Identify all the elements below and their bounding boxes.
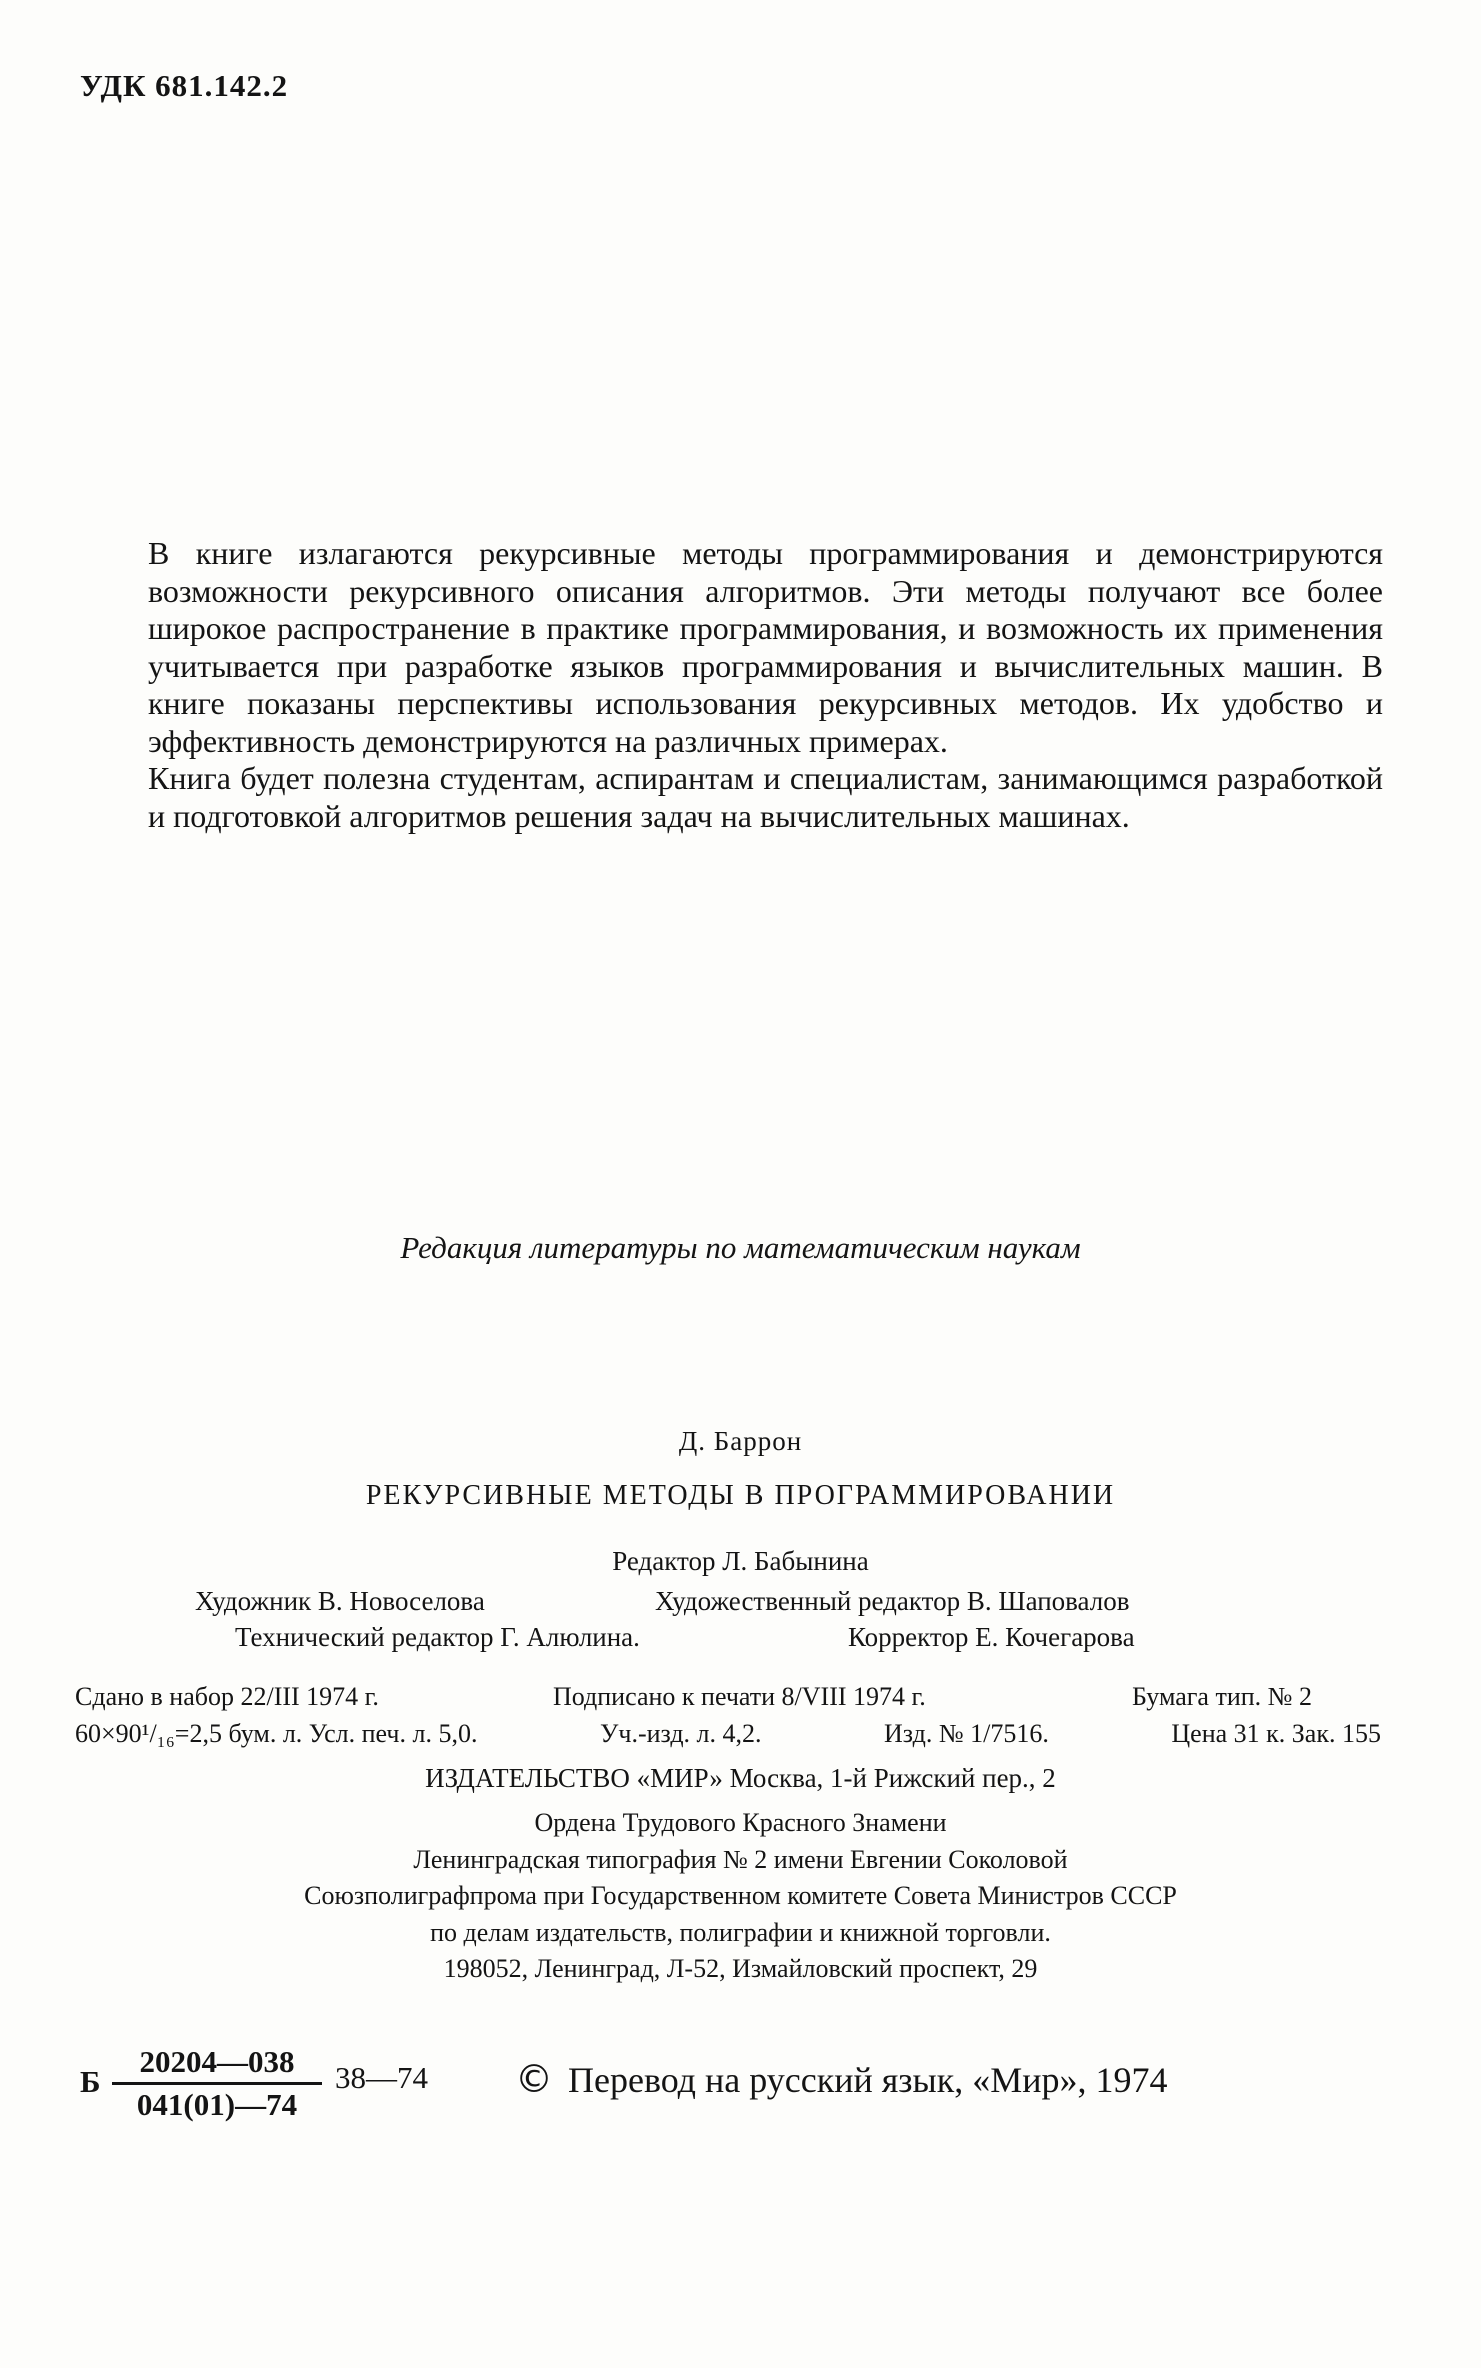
abstract-paragraph: В книге излагаются рекурсивные методы программирования и демонстрируются возможности рекурсивного описания алгоритмов. Эти методы получают все более широкое распространение в практике программирования, и возможность их применения учитывается при разработке языков программирования и вычислительных машин. В книге показаны перспективы использования рекурсивных методов. Их удобство и эффективность демонстрируются на различных примерах. [148, 535, 1383, 759]
credit-tech-editor: Технический редактор Г. Алюлина. [235, 1622, 640, 1652]
book-title: РЕКУРСИВНЫЕ МЕТОДЫ В ПРОГРАММИРОВАНИИ [365, 1480, 1116, 1511]
submitted-date: Сдано в набор 22/III 1974 г. [75, 1682, 379, 1711]
edition-note: Редакция литературы по математическим наукам [400, 1230, 1081, 1265]
publisher-sheets: Уч.-изд. л. 4,2. [599, 1719, 762, 1748]
publisher-line: ИЗДАТЕЛЬСТВО «МИР» Москва, 1-й Рижский пер., 2 [425, 1763, 1056, 1793]
credit-proofreader: Корректор Е. Кочегарова [848, 1622, 1135, 1652]
book-author: Д. Баррон [678, 1426, 803, 1456]
udk-code: УДК 681.142.2 [80, 68, 289, 103]
print-specs [75, 1719, 1381, 1749]
copyright-icon: © [515, 2057, 553, 2101]
signed-date: Подписано к печати 8/VIII 1974 г. [553, 1682, 926, 1711]
bib-letter: Б [80, 2064, 101, 2099]
printer-line: Ленинградская типография № 2 имени Евгении Соколовой [413, 1844, 1068, 1874]
print-format: 60×90¹/₁₆=2,5 бум. л. Усл. печ. л. 5,0. [75, 1719, 478, 1748]
printer-line: Ордена Трудового Красного Знамени [534, 1808, 947, 1837]
printer-line: Союзполиграфпрома при Государственном комитете Совета Министров СССР [304, 1881, 1177, 1910]
credit-editor: Редактор Л. Бабынина [612, 1546, 869, 1576]
printer-line: по делам издательств, полиграфии и книжной торговли. [430, 1917, 1051, 1947]
fraction-bar [112, 2082, 322, 2085]
credit-art-editor: Художественный редактор В. Шаповалов [655, 1586, 1130, 1616]
bib-denominator: 041(01)—74 [136, 2087, 298, 2122]
bib-fraction [112, 2044, 322, 2123]
printer-info [0, 1805, 1481, 1988]
price-order: Цена 31 к. Зак. 155 [1171, 1719, 1381, 1748]
bib-code: 38—74 [335, 2060, 428, 2095]
paper-type: Бумага тип. № 2 [1132, 1682, 1312, 1711]
credit-artist: Художник В. Новоселова [195, 1586, 485, 1616]
copyright-text: Перевод на русский язык, «Мир», 1974 [568, 2060, 1168, 2100]
copyright-line [515, 2057, 1167, 2101]
bib-numerator: 20204—038 [139, 2044, 295, 2079]
abstract-paragraph: Книга будет полезна студентам, аспирантам и специалистам, занимающимся разработкой и подготовкой алгоритмов решения задач на вычислительных машинах. [148, 760, 1383, 834]
abstract [148, 535, 1383, 835]
printer-line: 198052, Ленинград, Л-52, Измайловский проспект, 29 [443, 1954, 1038, 1983]
publication-number: Изд. № 1/7516. [884, 1719, 1049, 1748]
